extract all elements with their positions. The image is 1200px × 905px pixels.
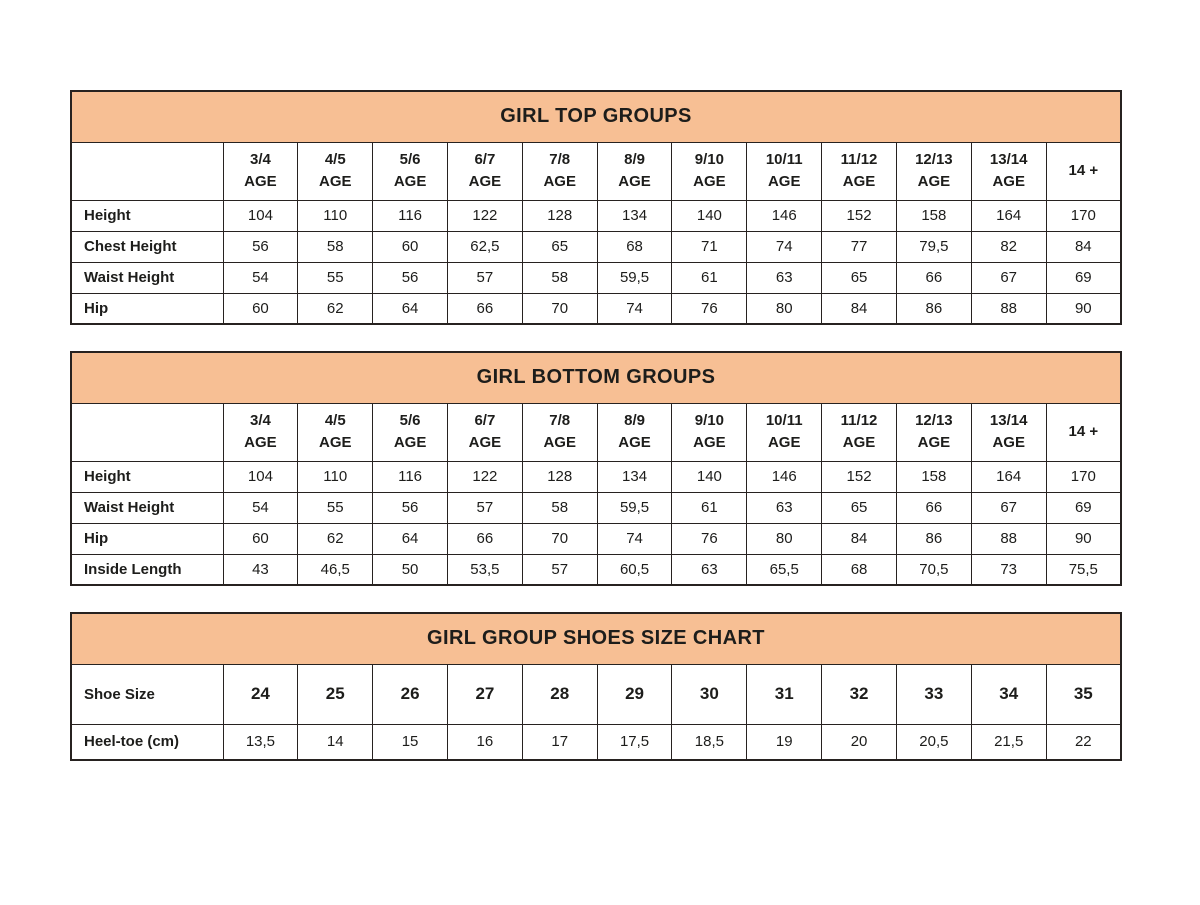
- girl-size-charts: [70, 90, 1122, 787]
- value-cell: 90: [1046, 523, 1121, 554]
- value-cell: 90: [1046, 293, 1121, 324]
- value-cell: 14: [298, 724, 373, 760]
- age-header-line: 11/12: [840, 151, 878, 169]
- table-title: GIRL GROUP SHOES SIZE CHART: [71, 613, 1121, 664]
- corner-cell: [71, 142, 223, 200]
- value-cell: 140: [672, 200, 747, 231]
- age-header-cell: [672, 142, 747, 200]
- row-label: Shoe Size: [71, 664, 223, 724]
- girl-bottom-groups-table: [70, 351, 1122, 586]
- value-cell: 76: [672, 293, 747, 324]
- value-cell: 122: [447, 200, 522, 231]
- age-header-line: 7/8: [549, 151, 571, 169]
- age-header-cell: [747, 403, 822, 461]
- table-row: [71, 461, 1121, 492]
- age-header-cell: [373, 142, 448, 200]
- value-cell: 15: [373, 724, 448, 760]
- value-cell: 60: [223, 523, 298, 554]
- value-cell: 21,5: [971, 724, 1046, 760]
- age-header-line: AGE: [842, 434, 876, 451]
- age-header-line: AGE: [917, 173, 951, 190]
- age-header-line: 10/11: [765, 412, 803, 430]
- table-row: [71, 492, 1121, 523]
- value-cell: 67: [971, 262, 1046, 293]
- value-cell: 58: [522, 262, 597, 293]
- value-cell: 60,5: [597, 554, 672, 585]
- value-cell: 62,5: [447, 231, 522, 262]
- age-header-line: 13/14: [989, 151, 1028, 169]
- value-cell: 84: [822, 293, 897, 324]
- age-header-line: 3/4: [249, 151, 271, 169]
- age-header-cell: [822, 142, 897, 200]
- row-label: Height: [71, 461, 223, 492]
- value-cell: 55: [298, 262, 373, 293]
- age-header-line: 5/6: [399, 151, 421, 169]
- row-label: Inside Length: [71, 554, 223, 585]
- value-cell: 59,5: [597, 262, 672, 293]
- value-cell: 128: [522, 200, 597, 231]
- value-cell: 25: [298, 664, 373, 724]
- value-cell: 75,5: [1046, 554, 1121, 585]
- row-label: Heel-toe (cm): [71, 724, 223, 760]
- value-cell: 65: [822, 262, 897, 293]
- value-cell: 16: [447, 724, 522, 760]
- value-cell: 56: [223, 231, 298, 262]
- value-cell: 26: [373, 664, 448, 724]
- age-header-cell: [971, 403, 1046, 461]
- age-header-line: AGE: [468, 434, 502, 451]
- value-cell: 54: [223, 262, 298, 293]
- age-header-line: AGE: [992, 434, 1025, 451]
- age-header-line: 5/6: [399, 412, 421, 430]
- value-cell: 58: [298, 231, 373, 262]
- value-cell: 110: [298, 461, 373, 492]
- value-cell: 30: [672, 664, 747, 724]
- value-cell: 80: [747, 293, 822, 324]
- value-cell: 64: [373, 523, 448, 554]
- age-header-cell: [223, 403, 298, 461]
- age-header-line: 8/9: [624, 412, 645, 430]
- value-cell: 104: [223, 200, 298, 231]
- value-cell: 28: [522, 664, 597, 724]
- value-cell: 146: [747, 461, 822, 492]
- age-header-line: 6/7: [474, 151, 496, 169]
- table-row: [71, 293, 1121, 324]
- value-cell: 57: [447, 492, 522, 523]
- value-cell: 18,5: [672, 724, 747, 760]
- age-header-cell: [597, 403, 672, 461]
- corner-cell: [71, 403, 223, 461]
- age-header-cell: [522, 403, 597, 461]
- value-cell: 61: [672, 262, 747, 293]
- value-cell: 66: [447, 523, 522, 554]
- value-cell: 64: [373, 293, 448, 324]
- value-cell: 86: [896, 523, 971, 554]
- value-cell: 158: [896, 200, 971, 231]
- age-header-cell: [822, 403, 897, 461]
- value-cell: 27: [447, 664, 522, 724]
- age-header-cell: [298, 403, 373, 461]
- value-cell: 31: [747, 664, 822, 724]
- age-header-line: AGE: [543, 434, 576, 451]
- value-cell: 53,5: [447, 554, 522, 585]
- value-cell: 76: [672, 523, 747, 554]
- age-header-line: AGE: [767, 434, 801, 451]
- value-cell: 146: [747, 200, 822, 231]
- table-title-row: [71, 352, 1121, 403]
- row-label: Hip: [71, 293, 223, 324]
- age-header-cell: [373, 403, 448, 461]
- age-header-cell: [896, 142, 971, 200]
- age-header-line: AGE: [618, 173, 651, 190]
- value-cell: 29: [597, 664, 672, 724]
- value-cell: 66: [447, 293, 522, 324]
- value-cell: 68: [597, 231, 672, 262]
- age-header-line: 6/7: [474, 412, 496, 430]
- age-header-line: 11/12: [840, 412, 878, 430]
- age-header-line: 12/13: [915, 151, 953, 169]
- age-header-cell: [896, 403, 971, 461]
- age-header-line: AGE: [393, 173, 427, 190]
- table-row: [71, 724, 1121, 760]
- age-header-line: 9/10: [694, 412, 724, 430]
- table-row: [71, 200, 1121, 231]
- value-cell: 116: [373, 461, 448, 492]
- value-cell: 55: [298, 492, 373, 523]
- value-cell: 19: [747, 724, 822, 760]
- table-title: GIRL TOP GROUPS: [71, 91, 1121, 142]
- value-cell: 84: [822, 523, 897, 554]
- table-row: [71, 523, 1121, 554]
- value-cell: 70,5: [896, 554, 971, 585]
- value-cell: 71: [672, 231, 747, 262]
- value-cell: 152: [822, 461, 897, 492]
- age-header-cell: [1046, 142, 1121, 200]
- value-cell: 62: [298, 523, 373, 554]
- girl-top-groups-table: [70, 90, 1122, 325]
- value-cell: 84: [1046, 231, 1121, 262]
- age-header-cell: [522, 142, 597, 200]
- value-cell: 82: [971, 231, 1046, 262]
- value-cell: 50: [373, 554, 448, 585]
- value-cell: 35: [1046, 664, 1121, 724]
- age-header-cell: [447, 142, 522, 200]
- value-cell: 70: [522, 293, 597, 324]
- value-cell: 158: [896, 461, 971, 492]
- value-cell: 134: [597, 200, 672, 231]
- value-cell: 46,5: [298, 554, 373, 585]
- table-title-row: [71, 613, 1121, 664]
- value-cell: 54: [223, 492, 298, 523]
- value-cell: 122: [447, 461, 522, 492]
- value-cell: 86: [896, 293, 971, 324]
- table-title: GIRL BOTTOM GROUPS: [71, 352, 1121, 403]
- age-header-cell: [747, 142, 822, 200]
- age-header-line: AGE: [318, 434, 352, 451]
- value-cell: 164: [971, 461, 1046, 492]
- value-cell: 152: [822, 200, 897, 231]
- age-header-cell: [1046, 403, 1121, 461]
- value-cell: 34: [971, 664, 1046, 724]
- age-header-cell: [447, 403, 522, 461]
- value-cell: 17,5: [597, 724, 672, 760]
- table-row: [71, 554, 1121, 585]
- age-header-line: AGE: [618, 434, 651, 451]
- value-cell: 88: [971, 293, 1046, 324]
- age-header-row: [71, 142, 1121, 200]
- age-header-line: 10/11: [765, 151, 803, 169]
- value-cell: 110: [298, 200, 373, 231]
- value-cell: 66: [896, 492, 971, 523]
- value-cell: 65: [822, 492, 897, 523]
- value-cell: 17: [522, 724, 597, 760]
- value-cell: 128: [522, 461, 597, 492]
- table-title-row: [71, 91, 1121, 142]
- value-cell: 70: [522, 523, 597, 554]
- value-cell: 57: [447, 262, 522, 293]
- value-cell: 74: [597, 523, 672, 554]
- age-header-line: AGE: [543, 173, 576, 190]
- age-header-line: AGE: [917, 434, 951, 451]
- age-header-line: AGE: [393, 434, 427, 451]
- value-cell: 62: [298, 293, 373, 324]
- age-header-line: 9/10: [694, 151, 724, 169]
- value-cell: 63: [747, 492, 822, 523]
- value-cell: 69: [1046, 262, 1121, 293]
- value-cell: 60: [223, 293, 298, 324]
- value-cell: 65,5: [747, 554, 822, 585]
- age-header-line: 7/8: [549, 412, 571, 430]
- age-header-line: 4/5: [324, 151, 346, 169]
- value-cell: 77: [822, 231, 897, 262]
- value-cell: 59,5: [597, 492, 672, 523]
- age-header-cell: [597, 142, 672, 200]
- value-cell: 58: [522, 492, 597, 523]
- table-row: [71, 231, 1121, 262]
- value-cell: 68: [822, 554, 897, 585]
- age-header-cell: [298, 142, 373, 200]
- value-cell: 56: [373, 492, 448, 523]
- age-header-line: AGE: [468, 173, 502, 190]
- value-cell: 20,5: [896, 724, 971, 760]
- age-header-line: AGE: [693, 173, 726, 190]
- value-cell: 63: [672, 554, 747, 585]
- row-label: Hip: [71, 523, 223, 554]
- age-header-line: 14 +: [1068, 162, 1099, 180]
- value-cell: 32: [822, 664, 897, 724]
- value-cell: 63: [747, 262, 822, 293]
- age-header-line: AGE: [767, 173, 801, 190]
- age-header-row: [71, 403, 1121, 461]
- value-cell: 80: [747, 523, 822, 554]
- row-label: Waist Height: [71, 492, 223, 523]
- value-cell: 24: [223, 664, 298, 724]
- value-cell: 74: [597, 293, 672, 324]
- value-cell: 116: [373, 200, 448, 231]
- value-cell: 66: [896, 262, 971, 293]
- age-header-line: AGE: [992, 173, 1025, 190]
- table-row: [71, 664, 1121, 724]
- age-header-line: AGE: [693, 434, 726, 451]
- value-cell: 140: [672, 461, 747, 492]
- age-header-line: 14 +: [1068, 423, 1099, 441]
- age-header-line: AGE: [318, 173, 352, 190]
- value-cell: 170: [1046, 461, 1121, 492]
- value-cell: 88: [971, 523, 1046, 554]
- value-cell: 57: [522, 554, 597, 585]
- row-label: Chest Height: [71, 231, 223, 262]
- age-header-line: AGE: [842, 173, 876, 190]
- value-cell: 60: [373, 231, 448, 262]
- age-header-cell: [223, 142, 298, 200]
- age-header-line: 8/9: [624, 151, 645, 169]
- value-cell: 170: [1046, 200, 1121, 231]
- age-header-line: 13/14: [989, 412, 1028, 430]
- age-header-line: AGE: [244, 173, 277, 190]
- value-cell: 79,5: [896, 231, 971, 262]
- value-cell: 104: [223, 461, 298, 492]
- age-header-line: AGE: [244, 434, 277, 451]
- girl-shoes-size-table: [70, 612, 1122, 761]
- age-header-cell: [672, 403, 747, 461]
- value-cell: 67: [971, 492, 1046, 523]
- age-header-cell: [971, 142, 1046, 200]
- value-cell: 74: [747, 231, 822, 262]
- table-row: [71, 262, 1121, 293]
- age-header-line: 3/4: [249, 412, 271, 430]
- value-cell: 69: [1046, 492, 1121, 523]
- value-cell: 134: [597, 461, 672, 492]
- value-cell: 22: [1046, 724, 1121, 760]
- value-cell: 33: [896, 664, 971, 724]
- row-label: Height: [71, 200, 223, 231]
- value-cell: 65: [522, 231, 597, 262]
- value-cell: 56: [373, 262, 448, 293]
- value-cell: 164: [971, 200, 1046, 231]
- value-cell: 20: [822, 724, 897, 760]
- row-label: Waist Height: [71, 262, 223, 293]
- age-header-line: 4/5: [324, 412, 346, 430]
- value-cell: 43: [223, 554, 298, 585]
- value-cell: 61: [672, 492, 747, 523]
- age-header-line: 12/13: [915, 412, 953, 430]
- value-cell: 73: [971, 554, 1046, 585]
- value-cell: 13,5: [223, 724, 298, 760]
